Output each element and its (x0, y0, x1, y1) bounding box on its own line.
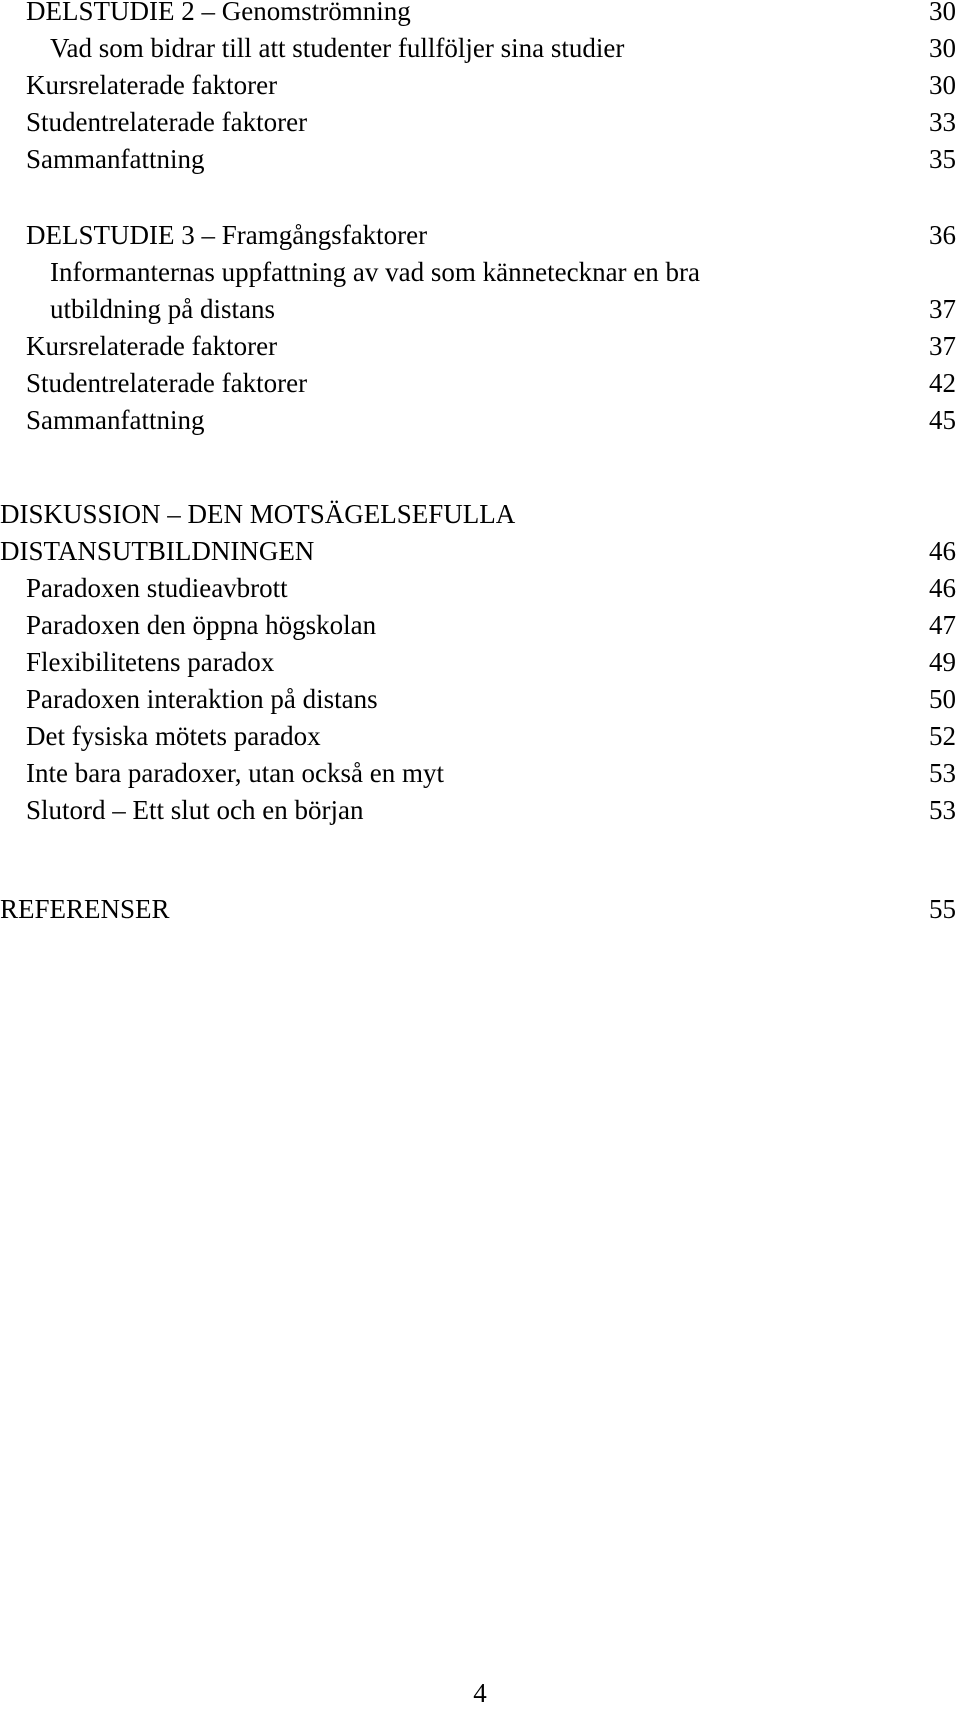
toc-entry-page: 42 (929, 368, 956, 398)
toc-entry-label: Paradoxen studieavbrott (26, 573, 288, 603)
toc-entry-label: DISTANSUTBILDNINGEN (0, 536, 315, 566)
toc-entry-label: Paradoxen den öppna högskolan (26, 610, 377, 640)
toc-entry-label: Inte bara paradoxer, utan också en myt (26, 758, 444, 788)
toc-entry (0, 292, 956, 329)
toc-entry (0, 329, 956, 366)
toc-entry-label: Flexibilitetens paradox (26, 647, 275, 677)
toc-entry-page: 55 (929, 894, 956, 924)
toc-entry-page: 53 (929, 758, 956, 788)
toc-entry-heading (0, 497, 956, 534)
toc-entry (0, 682, 956, 719)
toc-entry (0, 68, 956, 105)
toc-entry-page: 30 (929, 0, 956, 26)
toc-entry-label: DISKUSSION – DEN MOTSÄGELSEFULLA (0, 499, 516, 529)
toc-entry-label: utbildning på distans (50, 294, 275, 324)
toc-entry-label: Kursrelaterade faktorer (26, 331, 278, 361)
toc-entry-label: DELSTUDIE 3 – Framgångsfaktorer (26, 220, 428, 250)
toc-entry-page: 37 (929, 294, 956, 324)
toc-entry-heading (0, 892, 956, 929)
toc-entry (0, 105, 956, 142)
toc-entry-label: Vad som bidrar till att studenter fullföljer sina studier (50, 33, 625, 63)
toc-entry-page: 50 (929, 684, 956, 714)
toc-entry-page: 33 (929, 107, 956, 137)
toc-entry-page: 35 (929, 144, 956, 174)
toc-entry-heading (0, 534, 956, 571)
toc-entry-page: 37 (929, 331, 956, 361)
toc-entry-label: Det fysiska mötets paradox (26, 721, 321, 751)
toc-entry-label: Paradoxen interaktion på distans (26, 684, 378, 714)
toc-entry (0, 719, 956, 756)
toc-entry (0, 142, 956, 179)
toc-entry-page: 47 (929, 610, 956, 640)
toc-entry-heading (0, 218, 956, 255)
toc-entry-label: Studentrelaterade faktorer (26, 368, 308, 398)
toc-entry-label: Informanternas uppfattning av vad som kännetecknar en bra (50, 257, 701, 287)
toc-entry (0, 403, 956, 440)
toc-entry (0, 756, 956, 793)
toc-entry-label: Sammanfattning (26, 144, 205, 174)
toc-entry-page: 46 (929, 536, 956, 566)
toc-entry-page: 53 (929, 795, 956, 825)
toc-entry-page: 30 (929, 70, 956, 100)
toc-entry (0, 31, 956, 68)
toc-entry (0, 571, 956, 608)
toc-section-diskussion (0, 497, 956, 830)
toc-entry-page: 46 (929, 573, 956, 603)
toc-section-delstudie-2 (0, 0, 956, 179)
toc-entry-page: 49 (929, 647, 956, 677)
toc-entry-label: REFERENSER (0, 894, 170, 924)
toc-section-referenser (0, 892, 956, 929)
toc-entry-label: DELSTUDIE 2 – Genomströmning (26, 0, 411, 26)
toc-section-delstudie-3 (0, 218, 956, 440)
toc-entry-heading (0, 0, 956, 31)
toc-entry-label: Studentrelaterade faktorer (26, 107, 308, 137)
page-number: 4 (473, 1678, 487, 1708)
toc-entry (0, 366, 956, 403)
toc-entry (0, 255, 956, 292)
toc-entry-label: Kursrelaterade faktorer (26, 70, 278, 100)
toc-entry (0, 608, 956, 645)
toc-entry (0, 793, 956, 830)
toc-entry-page: 45 (929, 405, 956, 435)
toc-entry-label: Sammanfattning (26, 405, 205, 435)
toc-entry (0, 645, 956, 682)
toc-entry-label: Slutord – Ett slut och en början (26, 795, 364, 825)
toc-entry-page: 30 (929, 33, 956, 63)
toc-entry-page: 52 (929, 721, 956, 751)
toc-entry-page: 36 (929, 220, 956, 250)
